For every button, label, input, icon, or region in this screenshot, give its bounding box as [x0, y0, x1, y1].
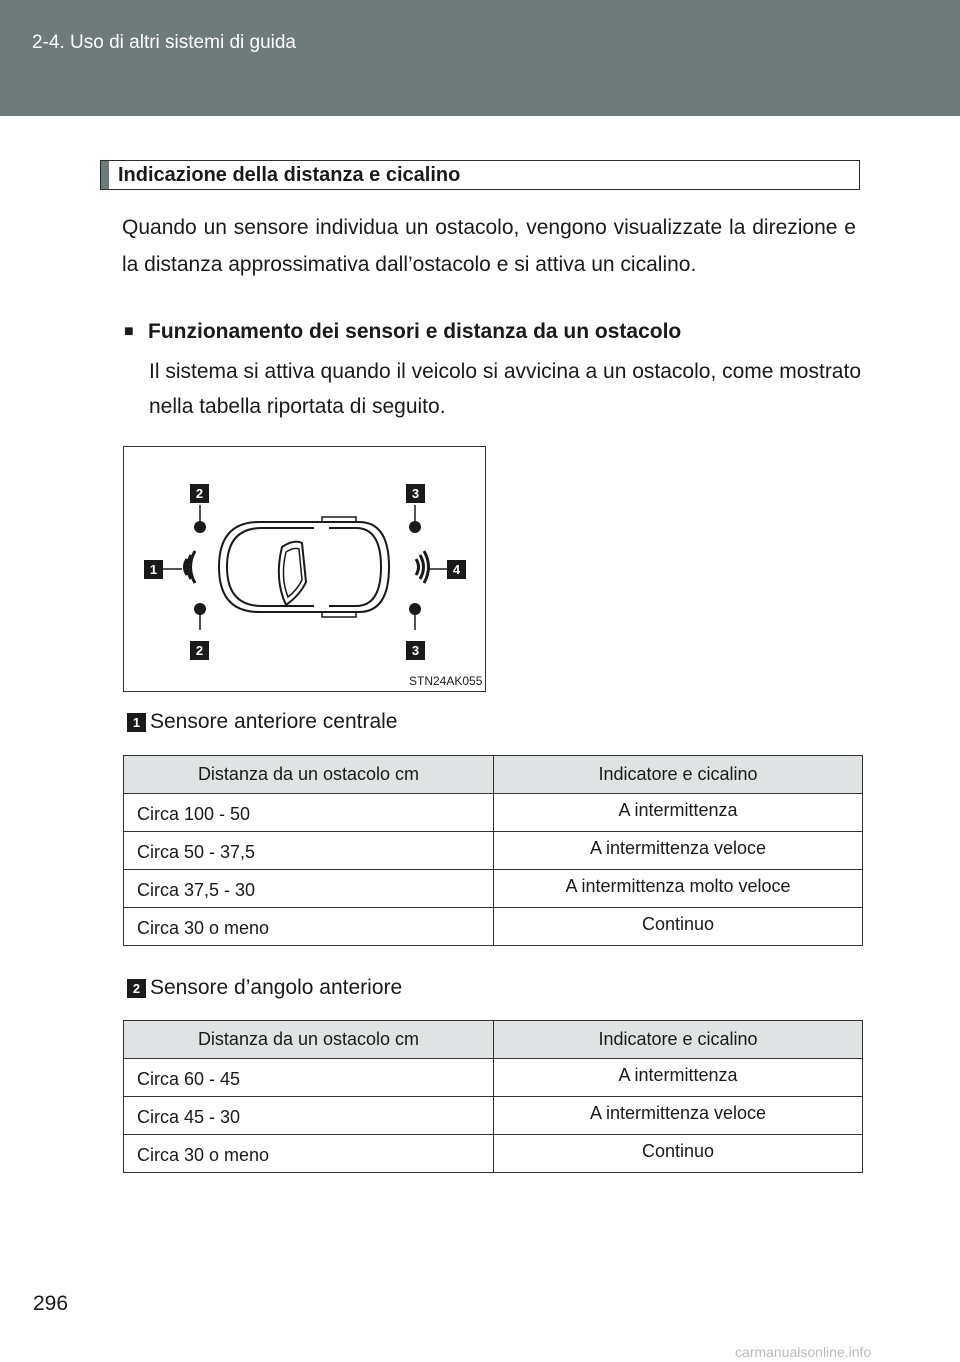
watermark: carmanualsonline.info: [735, 1344, 872, 1360]
diagram-label-top-left: 2: [195, 486, 204, 501]
table-cell: A intermittenza veloce: [494, 1097, 863, 1135]
diagram-label-left: 1: [149, 562, 158, 577]
table-cell: Circa 50 - 37,5: [124, 832, 494, 870]
table-front-center-sensor: [123, 755, 863, 946]
table-cell: A intermittenza: [494, 794, 863, 832]
table1-badge: 1: [127, 713, 146, 732]
table-cell: Circa 45 - 30: [124, 1097, 494, 1135]
section-heading-text: Indicazione della distanza e cicalino: [118, 164, 461, 186]
section-heading-bar: [101, 161, 109, 189]
table-cell: A intermittenza molto veloce: [494, 870, 863, 908]
table-cell: Continuo: [494, 1135, 863, 1173]
table-cell: A intermittenza: [494, 1059, 863, 1097]
table-cell: Continuo: [494, 908, 863, 946]
table1-caption-text: Sensore anteriore centrale: [150, 710, 398, 733]
table-cell: Circa 30 o meno: [124, 1135, 494, 1173]
table-cell: Circa 30 o meno: [124, 908, 494, 946]
sound-wave-right-icon: [416, 551, 429, 583]
table-header-row: [124, 756, 863, 794]
table2-caption-text: Sensore d’angolo anteriore: [150, 976, 403, 999]
page-number: 296: [33, 1292, 69, 1315]
table-cell: Circa 100 - 50: [124, 794, 494, 832]
sensor-dot-rear-right: [409, 603, 421, 615]
diagram-label-top-right: 3: [411, 486, 420, 501]
table-header-cell: Indicatore e cicalino: [494, 756, 863, 794]
table-header-cell: Distanza da un ostacolo cm: [124, 756, 494, 794]
sensor-diagram: [123, 446, 486, 692]
table-header-row: [124, 1021, 863, 1059]
section-heading: [100, 160, 860, 190]
table-row: [124, 794, 863, 832]
header-section-title: 2-4. Uso di altri sistemi di guida: [32, 32, 296, 53]
diagram-label-bottom-right: 3: [411, 643, 420, 658]
table-row: [124, 832, 863, 870]
table-cell: Circa 37,5 - 30: [124, 870, 494, 908]
table-cell: A intermittenza veloce: [494, 832, 863, 870]
square-bullet-icon: ■: [124, 323, 134, 340]
sensor-dot-front-right: [194, 603, 206, 615]
table-row: [124, 1059, 863, 1097]
intro-paragraph: Quando un sensore individua un ostacolo, vengono visualizzate la direzione e la distanza approssimativa dall’ostacolo e si attiva un cicalino.: [122, 216, 856, 276]
sound-wave-left-icon: [185, 551, 196, 583]
table-cell: Circa 60 - 45: [124, 1059, 494, 1097]
diagram-label-bottom-left: 2: [195, 643, 204, 658]
table2-badge: 2: [127, 979, 146, 998]
table-row: [124, 908, 863, 946]
diagram-code: STN24AK055: [409, 674, 483, 688]
bullet-heading-text: Funzionamento dei sensori e distanza da un ostacolo: [148, 320, 682, 343]
table-row: [124, 870, 863, 908]
table-front-corner-sensor: [123, 1020, 863, 1173]
bullet-heading: [124, 320, 681, 344]
table-header-cell: Distanza da un ostacolo cm: [124, 1021, 494, 1059]
sensor-dot-rear-left: [409, 521, 421, 533]
diagram-label-right: 4: [452, 562, 461, 577]
table1-caption: [127, 710, 397, 734]
table2-caption: [127, 976, 402, 1000]
bullet-body: Il sistema si attiva quando il veicolo si avvicina a un ostacolo, come mostrato nella tabella riportata di seguito.: [149, 360, 862, 418]
table-header-cell: Indicatore e cicalino: [494, 1021, 863, 1059]
table-row: [124, 1135, 863, 1173]
sensor-dot-front-left: [194, 521, 206, 533]
sensor-diagram-illustration: [124, 447, 485, 691]
table-row: [124, 1097, 863, 1135]
page-header: [0, 0, 960, 116]
